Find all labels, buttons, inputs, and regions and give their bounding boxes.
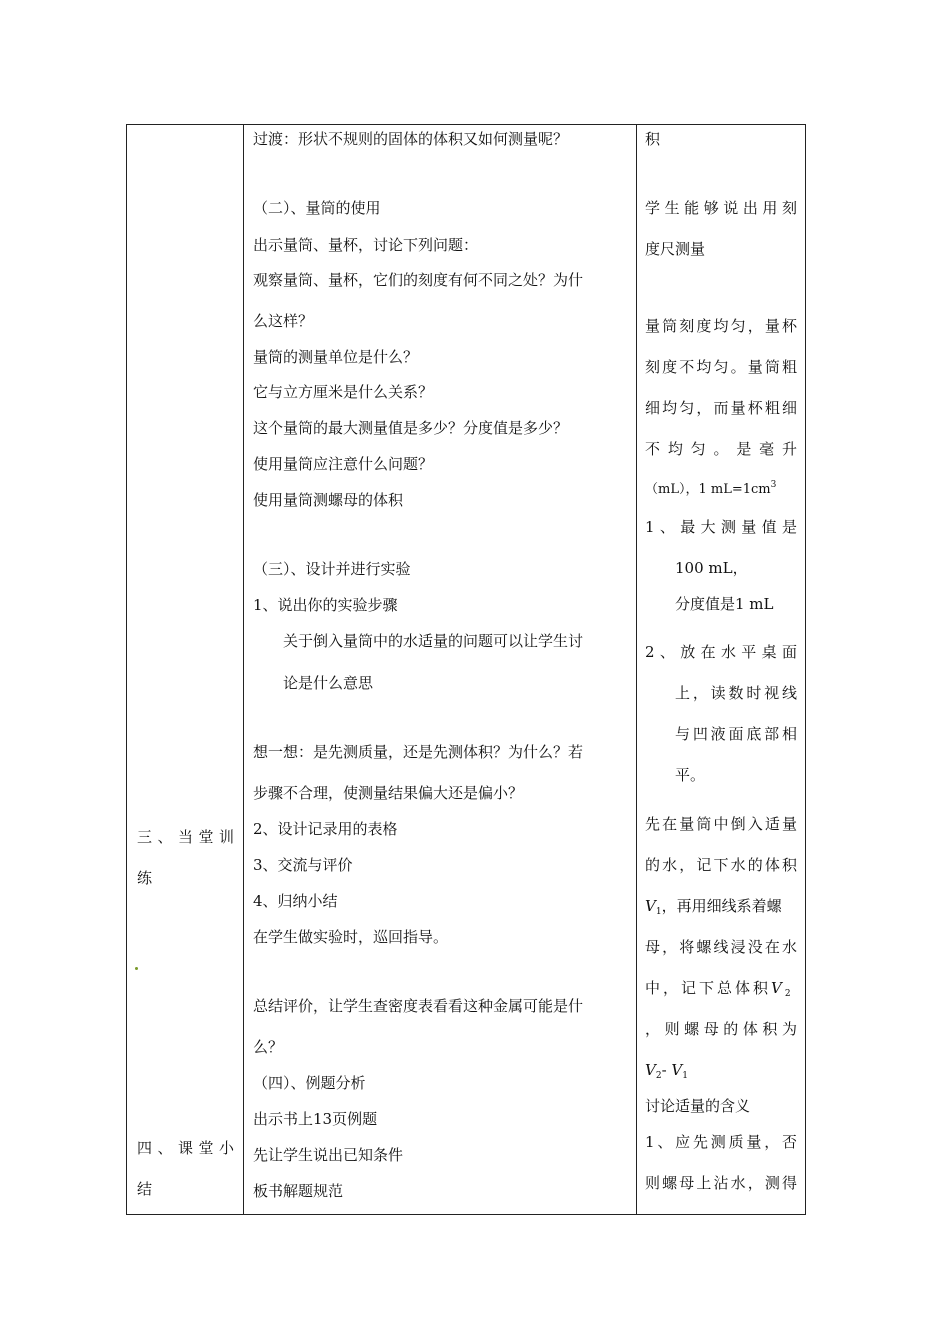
text-line: 板书解题规范 [253, 1182, 344, 1200]
text-line: 观察量筒、量杯，它们的刻度有何不同之处？为什 [253, 271, 584, 289]
text-line: 母，将螺线浸没在水 [645, 938, 797, 956]
text-line: 量筒的测量单位是什么？ [253, 348, 419, 366]
text-line: 与凹液面底部相 [675, 725, 797, 743]
text-line: 量筒刻度均匀，量杯 [645, 317, 797, 335]
text-line: 么？ [253, 1038, 284, 1056]
text-line: 想一想：是先测质量，还是先测体积？为什么？若 [253, 743, 584, 761]
lesson-table [126, 124, 806, 1215]
text-line: 1、应先测质量，否 [645, 1133, 797, 1151]
text-line: 这个量筒的最大测量值是多少？分度值是多少？ [253, 419, 569, 437]
text-line: 使用量筒应注意什么问题？ [253, 455, 434, 473]
text-line: 中，记下总体积$V_2$ [645, 979, 794, 999]
text-line: 么这样？ [253, 312, 314, 330]
text-line: 分度值是1 mL [675, 595, 774, 613]
section-heading: （三）、设计并进行实验 [253, 560, 411, 578]
section-title-3: 三、当堂训 [137, 828, 234, 846]
text-line: 刻度不均匀。量筒粗 [645, 358, 797, 376]
text-line: 关于倒入量筒中的水适量的问题可以让学生讨 [283, 632, 584, 650]
text-line: 总结评价，让学生查密度表看看这种金属可能是什 [253, 997, 584, 1015]
text-line: 不均匀。是毫升 [645, 440, 797, 458]
text-line: 上，读数时视线 [675, 684, 797, 702]
text-line: 出示量筒、量杯，讨论下列问题： [253, 236, 479, 254]
answer-item-2: 2、放在水平桌面 [645, 643, 797, 661]
text-line: 学生能够说出用刻 [645, 199, 797, 217]
text-line: 积 [645, 130, 661, 148]
answer-item-1: 1、最大测量值是 [645, 518, 797, 536]
stage-column [127, 125, 243, 1214]
text-line: 3、交流与评价 [253, 856, 353, 874]
text-line: 它与立方厘米是什么关系？ [253, 383, 434, 401]
text-line: 先让学生说出已知条件 [253, 1146, 404, 1164]
section-heading: （四）、例题分析 [253, 1074, 366, 1092]
section-title-3-cont: 练 [137, 869, 153, 887]
unit-relation: （mL），1 $mL=1cm^3$ [645, 480, 777, 497]
text-line: 出示书上13页例题 [253, 1110, 378, 1128]
text-line: 2、设计记录用的表格 [253, 820, 398, 838]
dot-mark [135, 967, 138, 970]
text-line: 则螺母上沾水，测得 [645, 1174, 797, 1192]
text-line: 度尺测量 [645, 240, 706, 258]
text-line: 步骤不合理，使测量结果偏大还是偏小？ [253, 784, 524, 802]
text-line: 使用量筒测螺母的体积 [253, 491, 404, 509]
text-line: $V_1$，再用细线系着螺 [645, 897, 782, 917]
text-line: 1、说出你的实验步骤 [253, 596, 398, 614]
section-title-4-cont: 结 [137, 1180, 153, 1198]
text-line: 100 mL， [675, 559, 748, 577]
text-line: ，则螺母的体积为 [645, 1020, 797, 1038]
text-line: 论是什么意思 [283, 674, 374, 692]
text-line: 讨论适量的含义 [645, 1097, 751, 1115]
formula: $V_2-$ $V_1$ [645, 1061, 688, 1081]
student-activity-column [637, 125, 806, 1214]
text-line: 4、归纳小结 [253, 892, 338, 910]
section-heading: （二）、量筒的使用 [253, 199, 381, 217]
teacher-activity-column [244, 125, 636, 1214]
text-line: 先在量筒中倒入适量 [645, 815, 797, 833]
section-title-4: 四、课堂小 [137, 1139, 234, 1157]
text-line: 平。 [675, 766, 706, 784]
text-line: 过渡：形状不规则的固体的体积又如何测量呢？ [253, 130, 569, 148]
text-line: 的水，记下水的体积 [645, 856, 797, 874]
text-line: 细均匀，而量杯粗细 [645, 399, 797, 417]
text-line: 在学生做实验时，巡回指导。 [253, 928, 449, 946]
